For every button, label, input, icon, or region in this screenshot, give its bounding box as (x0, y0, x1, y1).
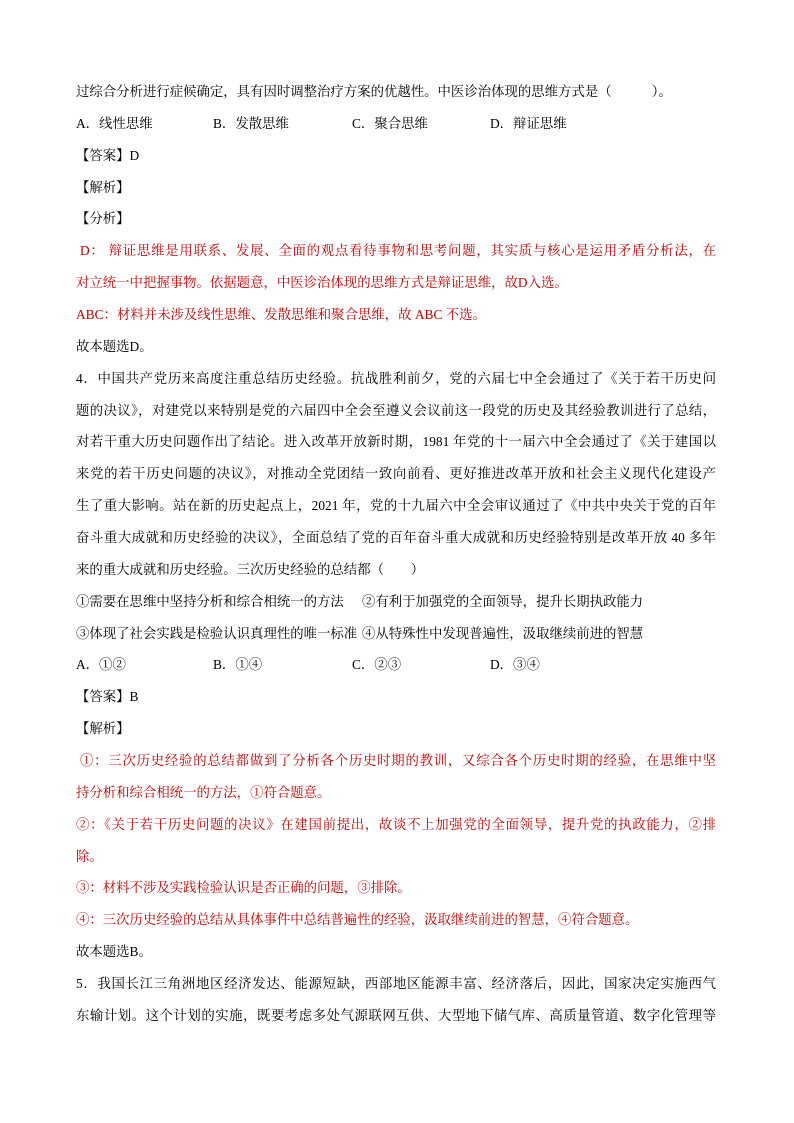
question-3-option-d: D．辩证思维 (490, 115, 567, 131)
question-4-stem-line: 题的决议》，对建党以来特别是党的六届四中全会至遵义会议前这一段党的历史及其经验教训进行了总结， (76, 402, 716, 418)
question-4-answer: 【答案】B (76, 689, 139, 705)
question-4-stem-line: 来的重大成就和历史经验。三次历史经验的总结都（ ） (76, 561, 425, 577)
question-3-option-b: B．发散思维 (213, 115, 289, 131)
question-4-option-d: D．③④ (490, 657, 540, 673)
document-page (76, 76, 716, 1032)
question-3-analysis-heading: 【解析】 (76, 179, 130, 195)
question-4-stem-line: 来党的若干历史问题的决议》，对推动全党团结一致向前看、更好推进改革开放和社会主义现代化建设产 (76, 466, 716, 482)
question-4-explanation-line: ③：材料不涉及实践检验认识是否正确的问题，③排除。 (76, 880, 411, 896)
question-4-explanation-line: ④：三次历史经验的总结从具体事件中总结普遍性的经验，汲取继续前进的智慧，④符合题意。 (76, 912, 639, 928)
question-4-explanation-line: 除。 (76, 848, 103, 864)
question-4-option-c: C．②③ (352, 657, 402, 673)
question-4-explanation-line: ②：《关于若干历史问题的决议》在建国前提出，故谈不上加强党的全面领导，提升党的执政能力，②排 (76, 816, 716, 832)
question-3-option-c: C．聚合思维 (352, 115, 428, 131)
question-5-stem-line: 5．我国长江三角洲地区经济发达、能源短缺，西部地区能源丰富、经济落后，因此，国家决定实施西气 (76, 976, 716, 992)
question-4-statements-row (76, 586, 716, 618)
question-4-explanation-line: ①：三次历史经验的总结都做到了分析各个历史时期的教训，又综合各个历史时期的经验，在思维中坚 (80, 753, 716, 769)
question-4-statements-row (76, 618, 716, 650)
question-4-statement-1: ①需要在思维中坚持分析和综合相统一的方法 (76, 593, 344, 609)
question-3-explanation-line: 对立统一中把握事物。依据题意，中医诊治体现的思维方式是辩证思维，故D入选。 (76, 275, 568, 291)
question-5-stem-line: 东输计划。这个计划的实施，既要考虑多处气源联网互供、大型地下储气库、高质量管道、数字化管理等 (76, 1007, 716, 1023)
question-4-analysis-heading: 【解析】 (76, 721, 130, 737)
question-4-conclusion: 故本题选B。 (76, 944, 152, 960)
question-4-option-b: B．①④ (213, 657, 263, 673)
question-3-conclusion: 故本题选D。 (76, 338, 153, 354)
question-4-stem-line: 对若干重大历史问题作出了结论。进入改革开放新时期，1981 年党的十一届六中全会通过了《关于建国以 (76, 434, 716, 450)
question-3-options (76, 108, 716, 140)
question-3-fenxi-heading: 【分析】 (76, 211, 130, 227)
question-4-stem-line: 奋斗重大成就和历史经验的决议》，全面总结了党的百年奋斗重大成就和历史经验特别是改革开放 40 多年 (76, 530, 716, 546)
question-4-stem-line: 生了重大影响。站在新的历史起点上，2021 年，党的十九届六中全会审议通过了《中共中央关于党的百年 (76, 498, 716, 514)
question-4-option-a: A．①② (76, 657, 126, 673)
question-3-option-a: A．线性思维 (76, 115, 153, 131)
question-4-explanation-line: 持分析和综合相统一的方法，①符合题意。 (76, 784, 331, 800)
question-3-explanation-line: ABC：材料并未涉及线性思维、发散思维和聚合思维，故 ABC 不选。 (76, 307, 486, 323)
question-3-answer: 【答案】D (76, 147, 140, 163)
question-4-statement-3: ③体现了社会实践是检验认识真理性的唯一标准 (76, 625, 358, 641)
question-4-stem-line: 4．中国共产党历来高度注重总结历史经验。抗战胜利前夕，党的六届七中全会通过了《关于若干历史问 (76, 370, 716, 386)
question-3-explanation-line: D： 辩证思维是用联系、发展、全面的观点看待事物和思考问题，其实质与核心是运用矛盾分析法，在 (80, 243, 716, 259)
question-4-options (76, 649, 716, 681)
question-3-stem-tail: 过综合分析进行症候确定，具有因时调整治疗方案的优越性。中医诊治体现的思维方式是（ ）。 (76, 84, 672, 99)
question-4-statement-2: ②有利于加强党的全面领导，提升长期执政能力 (362, 593, 644, 609)
question-4-statement-4: ④从特殊性中发现普遍性，汲取继续前进的智慧 (362, 625, 644, 641)
